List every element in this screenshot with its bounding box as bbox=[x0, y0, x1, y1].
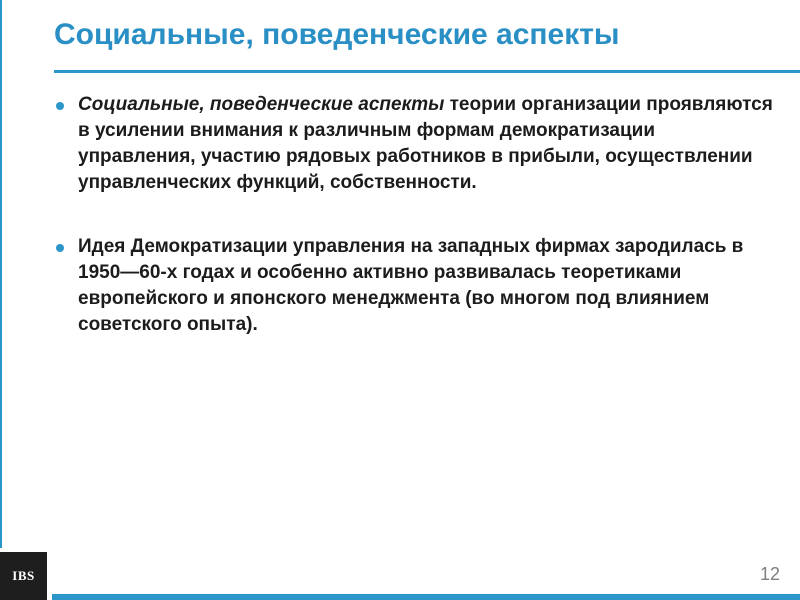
page-number: 12 bbox=[759, 564, 780, 584]
bullet-text: теории организации проявляются в усилении внимания к различным формам демократизации управления, участию рядовых работников в прибыли, осуществлении управленческих функций, собственности. bbox=[78, 94, 773, 193]
bullet-dot-icon bbox=[56, 244, 64, 252]
bullet-item bbox=[54, 92, 774, 196]
bullet-text: Идея Демократизации управления на западных фирмах зародилась в 1950—60-х годах и особенно активно развивалась теоретиками европейского и японского менеджмента (во многом под влиянием советского опыта). bbox=[78, 236, 744, 335]
footer-divider bbox=[52, 594, 800, 600]
title-divider bbox=[54, 70, 800, 73]
bullet-lead-text: Социальные, поведенческие аспекты bbox=[78, 94, 445, 115]
slide-title: Социальные, поведенческие аспекты bbox=[54, 18, 620, 51]
bullet-dot-icon bbox=[56, 102, 64, 110]
bullet-item bbox=[54, 234, 774, 338]
logo-text: IBS bbox=[12, 568, 35, 583]
bullet-list bbox=[54, 92, 774, 338]
left-accent-rule bbox=[0, 0, 2, 548]
ibs-logo bbox=[0, 552, 47, 600]
